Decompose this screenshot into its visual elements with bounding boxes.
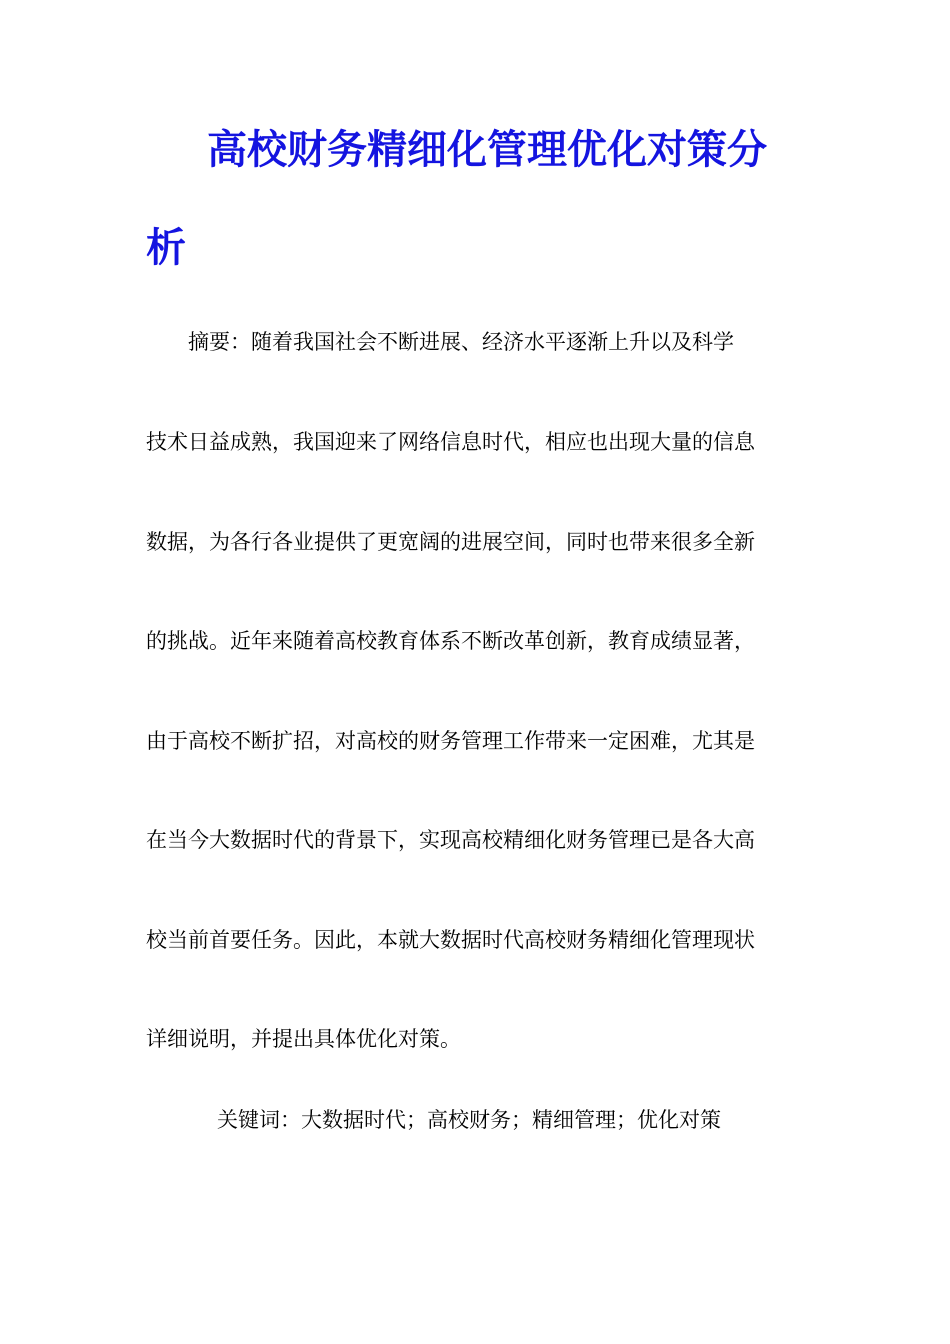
abstract-line: 摘要：随着我国社会不断进展、经济水平逐渐上升以及科学	[146, 330, 734, 354]
abstract-line: 技术日益成熟，我国迎来了网络信息时代，相应也出现大量的信息	[146, 430, 755, 454]
document-title-line-2: 析	[146, 225, 186, 271]
abstract-line: 的挑战。近年来随着高校教育体系不断改革创新，教育成绩显著，	[146, 629, 755, 653]
abstract-line: 校当前首要任务。因此，本就大数据时代高校财务精细化管理现状	[146, 928, 755, 952]
abstract-line: 数据，为各行各业提供了更宽阔的进展空间，同时也带来很多全新	[146, 530, 755, 554]
abstract-line: 由于高校不断扩招，对高校的财务管理工作带来一定困难，尤其是	[146, 729, 755, 753]
keywords-line: 关键词：大数据时代；高校财务；精细管理；优化对策	[217, 1108, 721, 1132]
abstract-line: 在当今大数据时代的背景下，实现高校精细化财务管理已是各大高	[146, 828, 755, 852]
document-title-line-1: 高校财务精细化管理优化对策分	[207, 127, 767, 173]
abstract-line: 详细说明，并提出具体优化对策。	[146, 1027, 461, 1051]
